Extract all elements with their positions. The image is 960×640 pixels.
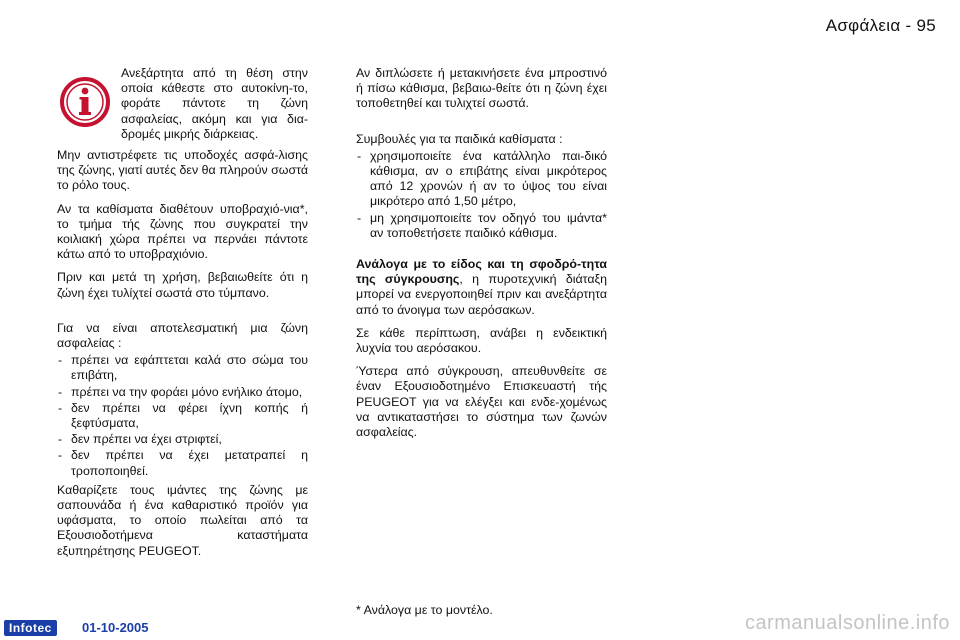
child-seat-list bbox=[356, 149, 607, 241]
left-column bbox=[57, 66, 308, 567]
page-title: Ασφάλεια - 95 bbox=[825, 16, 936, 35]
paragraph-reel: Πριν και μετά τη χρήση, βεβαιωθείτε ότι η ζώνη έχει τυλίχτεί σωστά στο τύμπανο. bbox=[57, 270, 308, 300]
footer-date: 01-10-2005 bbox=[82, 620, 149, 635]
watermark: carmanualsonline.info bbox=[744, 612, 950, 634]
infotec-badge: Infotec bbox=[4, 620, 57, 636]
paragraph-cleaning: Καθαρίζετε τους ιμάντες της ζώνης με σαπουνάδα ή ένα καθαριστικό προϊόν για υφάσματα, το οποίο πωλείται από τα Εξουσιοδοτήμενα καταστήματα εξυπηρέτησης PEUGEOT. bbox=[57, 482, 308, 558]
list-item: - δεν πρέπει να φέρει ίχνη κοπής ή ξεφτύσματα, bbox=[57, 401, 308, 431]
list-item: - δεν πρέπει να έχει μετατραπεί η τροποποιηθεί. bbox=[57, 448, 308, 478]
list-item: - πρέπει να την φοράει μόνο ενήλικο άτομο, bbox=[57, 385, 308, 400]
list-item: - μη χρησιμοποιείτε τον οδηγό του ιμάντα* αν τοποθετήσετε παιδικό κάθισμα. bbox=[356, 211, 607, 241]
list-item: - χρησιμοποιείτε ένα κατάλληλο παι-δικό κάθισμα, αν ο επιβάτης είναι μικρότερος από 12 χρονών ή αν το ύψος του είναι μικρότερο από 1,50 μέτρο, bbox=[356, 149, 607, 210]
list-item: - πρέπει να εφάπτεται καλά στο σώμα του επιβάτη, bbox=[57, 353, 308, 383]
paragraph-buckles: Μην αντιστρέφετε τις υποδοχές ασφά-λισης της ζώνης, γιατί αυτές δεν θα πληρούν σωστά το ρόλο τους. bbox=[57, 148, 308, 193]
paragraph-child-seats: Συμβουλές για τα παιδικά καθίσματα : bbox=[356, 131, 563, 146]
list-item: - δεν πρέπει να έχει στριφτεί, bbox=[57, 432, 308, 447]
right-column bbox=[356, 66, 607, 448]
info-icon bbox=[59, 76, 111, 128]
paragraph-effective: Για να είναι αποτελεσματική μια ζώνη ασφαλείας : bbox=[57, 320, 308, 351]
info-block bbox=[57, 66, 308, 142]
paragraph-pyrotechnic bbox=[356, 257, 607, 318]
paragraph-warning-lamp: Σε κάθε περίπτωση, ανάβει η ενδεικτική λυχνία του αερόσακου. bbox=[356, 325, 607, 356]
footnote: * Ανάλογα με το μοντέλο. bbox=[356, 603, 493, 617]
paragraph-rest: , η πυροτεχνική διάταξη μπορεί να ενεργοποιηθεί πριν και ανεξάρτητα από το άνοιγμα των αερόσακων. bbox=[356, 272, 607, 317]
info-text: Ανεξάρτητα από τη θέση στην οποία κάθεστε στο αυτοκίνη-το, φοράτε πάντοτε τη ζώνη ασφαλείας, ακόμη και για δια-δρομές μικρής διάρκειας. bbox=[121, 66, 308, 141]
bold-lead: Ανάλογα με το είδος και τη σφοδρό-τητα της σύγκρουσης bbox=[356, 257, 607, 287]
belt-requirements-list bbox=[57, 353, 308, 479]
paragraph-armrest: Αν τα καθίσματα διαθέτουν υποβραχιό-νια*, το τμήμα τής ζώνης που συγκρατεί την κοιλιακή χώρα πρέπει να περνάει πάντοτε κάτω από το υποβραχιόνιο. bbox=[57, 201, 308, 262]
paragraph-fold-seat: Αν διπλώσετε ή μετακινήσετε ένα μπροστινό ή πίσω κάθισμα, βεβαιω-θείτε ότι η ζώνη έχει τοποθετηθεί και τυλιχτεί σωστά. bbox=[356, 66, 607, 111]
paragraph-after-collision: Ύστερα από σύγκρουση, απευθυνθείτε σε έναν Εξουσιοδοτημένο Επισκευαστή τής PEUGEOT για να ελέγξει και ενδε-χομένως να αντικαταστήσει το σύστημα των ζωνών ασφαλείας. bbox=[356, 364, 607, 440]
